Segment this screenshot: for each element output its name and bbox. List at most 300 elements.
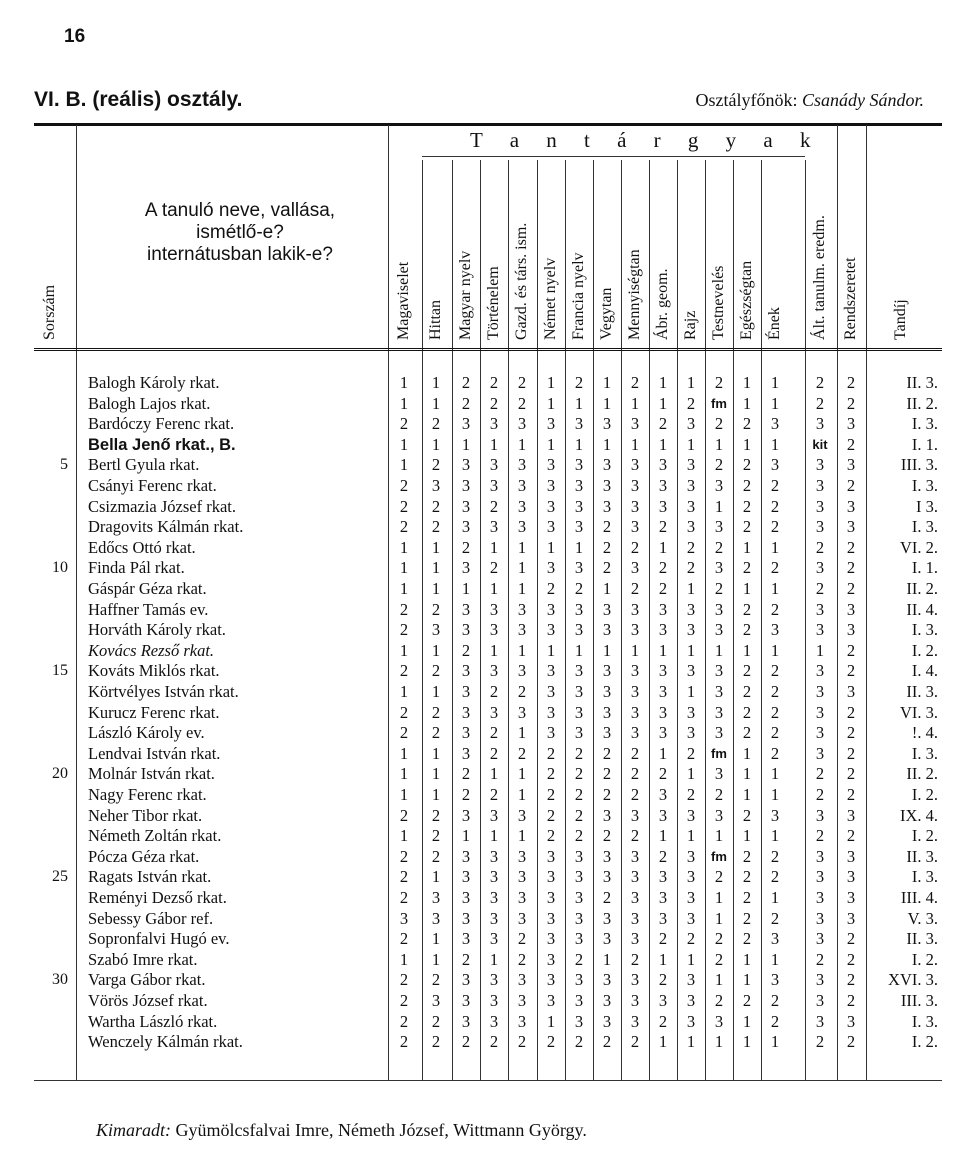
grade-cell: 1 <box>742 640 752 660</box>
grade-cell: 2 <box>461 393 471 413</box>
grade-cell: 2 <box>742 888 752 907</box>
row-number: 5 <box>60 456 68 474</box>
grade-cell: 3 <box>714 723 724 743</box>
student-name: Molnár István rkat. <box>88 764 215 784</box>
grade-cell: 2 <box>574 805 584 825</box>
grade-cell: 2 <box>399 991 409 1010</box>
grade-cell: 2 <box>658 846 668 866</box>
grade-cell: 3 <box>815 414 825 434</box>
grade-cell: 2 <box>846 929 856 949</box>
grade-cell: 2 <box>714 867 724 887</box>
table-row <box>0 600 960 620</box>
grade-cell: 3 <box>658 908 668 928</box>
grade-cell: 3 <box>714 764 724 784</box>
tuition-fee: VI. 2. <box>899 537 938 557</box>
student-name: Neher Tibor rkat. <box>88 805 203 825</box>
table-row <box>0 455 960 475</box>
grade-cell: 2 <box>461 764 471 784</box>
grade-cell: 2 <box>399 846 409 866</box>
grade-cell: 3 <box>546 867 556 887</box>
grade-cell: 2 <box>399 496 409 516</box>
grade-cell: 2 <box>602 764 612 784</box>
tuition-fee: XVI. 3. <box>888 970 938 990</box>
name-header-line-2: ismétlő-e? <box>196 222 284 243</box>
grade-cell: 3 <box>630 723 640 743</box>
grade-cell: 2 <box>714 579 724 598</box>
grade-cell: 2 <box>846 785 856 804</box>
grade-cell: 3 <box>658 723 668 743</box>
grade-cell: 3 <box>602 620 612 640</box>
tuition-fee: I. 3. <box>911 1011 938 1031</box>
grade-cell: 1 <box>431 929 441 949</box>
grade-cell: 1 <box>658 949 668 969</box>
grade-cell: 3 <box>461 743 471 763</box>
grade-cell: 3 <box>846 867 856 887</box>
grade-cell: 3 <box>489 455 499 475</box>
grade-cell: 2 <box>815 579 825 598</box>
grade-cell: 3 <box>602 908 612 928</box>
grade-cell: 1 <box>686 949 696 969</box>
grade-cell: 2 <box>770 743 780 763</box>
grade-cell: 1 <box>742 537 752 557</box>
grade-cell: 3 <box>461 723 471 743</box>
table-row <box>0 867 960 887</box>
grade-cell: 3 <box>574 867 584 887</box>
grade-cell: 1 <box>630 640 640 660</box>
grade-cell: 1 <box>431 579 441 598</box>
grade-cell: 3 <box>630 455 640 475</box>
grade-cell: 1 <box>431 434 441 454</box>
grade-cell: 1 <box>742 393 752 413</box>
grade-cell: 2 <box>431 805 441 825</box>
grade-cell: 2 <box>546 826 556 846</box>
grade-cell: 3 <box>461 517 471 537</box>
column-header-14: Ált. tanulm. eredm. <box>811 215 828 340</box>
student-name: Haffner Tamás ev. <box>88 599 209 619</box>
grade-cell: 3 <box>517 455 527 475</box>
grade-cell: 2 <box>461 785 471 804</box>
grade-cell: 1 <box>714 826 724 846</box>
grade-cell: 3 <box>846 414 856 434</box>
grade-cell: 2 <box>742 620 752 640</box>
grade-cell: 1 <box>431 537 441 557</box>
grade-cell: 2 <box>546 1032 556 1052</box>
grade-cell: 1 <box>602 393 612 413</box>
column-header-2: Magyar nyelv <box>457 250 474 340</box>
grade-cell: 2 <box>630 537 640 557</box>
grade-cell: 3 <box>815 496 825 516</box>
grade-cell: 2 <box>714 537 724 557</box>
grade-cell: 3 <box>686 888 696 907</box>
grade-cell: 3 <box>517 496 527 516</box>
grade-cell: 1 <box>574 393 584 413</box>
grade-cell: 3 <box>546 476 556 495</box>
name-header-line-1: A tanuló neve, vallása, <box>144 200 336 221</box>
grade-cell: 1 <box>742 826 752 846</box>
grade-cell: 3 <box>846 455 856 475</box>
grade-cell: 2 <box>770 1011 780 1031</box>
grade-cell: 1 <box>742 785 752 804</box>
grade-cell: 3 <box>658 455 668 475</box>
grade-cell: 1 <box>431 558 441 578</box>
grade-cell: 2 <box>846 949 856 969</box>
grade-cell: 1 <box>770 579 780 598</box>
grade-cell: 3 <box>546 908 556 928</box>
grade-cell: 2 <box>602 558 612 578</box>
grade-cell: 3 <box>630 991 640 1010</box>
grade-cell: 3 <box>658 599 668 619</box>
table-row <box>0 1032 960 1052</box>
grade-cell: 2 <box>630 785 640 804</box>
grade-cell: 1 <box>742 970 752 990</box>
grade-cell: 3 <box>658 991 668 1010</box>
grade-cell: 3 <box>574 661 584 681</box>
grade-cell: fm <box>711 745 727 761</box>
grade-cell: 2 <box>399 867 409 887</box>
grade-cell: 3 <box>658 702 668 722</box>
grade-cell: 3 <box>602 723 612 743</box>
grade-cell: 2 <box>546 764 556 784</box>
grade-cell: 3 <box>574 496 584 516</box>
grade-cell: 3 <box>815 599 825 619</box>
grade-cell: 2 <box>815 373 825 392</box>
grade-cell: 3 <box>686 620 696 640</box>
grade-cell: 2 <box>742 723 752 743</box>
grade-cell: 1 <box>770 640 780 660</box>
grade-cell: 3 <box>630 970 640 990</box>
grade-cell: 3 <box>630 702 640 722</box>
grade-cell: 3 <box>815 991 825 1010</box>
grade-cell: 3 <box>461 558 471 578</box>
grade-cell: 3 <box>602 599 612 619</box>
student-name: Edőcs Ottó rkat. <box>88 537 196 557</box>
grade-cell: 1 <box>399 558 409 578</box>
grade-cell: 1 <box>602 373 612 392</box>
student-name: Németh Zoltán rkat. <box>88 826 222 846</box>
grade-cell: 3 <box>517 846 527 866</box>
grade-cell: 2 <box>770 661 780 681</box>
grade-cell: 2 <box>489 373 499 392</box>
student-name: Bardóczy Ferenc rkat. <box>88 414 235 434</box>
row-number: 15 <box>52 662 68 680</box>
table-row <box>0 970 960 990</box>
table-bottom-rule <box>34 1080 942 1081</box>
grade-cell: 2 <box>714 949 724 969</box>
grade-cell: 2 <box>489 723 499 743</box>
grade-cell: 1 <box>489 537 499 557</box>
grade-cell: 2 <box>846 434 856 454</box>
grade-cell: 1 <box>431 640 441 660</box>
grade-cell: 3 <box>815 908 825 928</box>
grade-cell: 3 <box>714 599 724 619</box>
row-number: 30 <box>52 971 68 989</box>
grade-cell: 1 <box>658 373 668 392</box>
grade-cell: 3 <box>602 970 612 990</box>
grade-cell: 3 <box>815 743 825 763</box>
table-row <box>0 476 960 496</box>
table-row <box>0 826 960 846</box>
table-row <box>0 991 960 1011</box>
omitted-names: Gyümölcsfalvai Imre, Németh József, Wittmann György. <box>175 1120 587 1140</box>
grade-cell: 2 <box>770 599 780 619</box>
grade-cell: 2 <box>770 702 780 722</box>
grade-cell: 3 <box>815 867 825 887</box>
grade-cell: 2 <box>815 764 825 784</box>
table-row <box>0 744 960 764</box>
grade-cell: 3 <box>686 455 696 475</box>
grade-cell: 3 <box>815 929 825 949</box>
grade-cell: 2 <box>686 743 696 763</box>
grade-cell: 3 <box>602 991 612 1010</box>
student-name: Gáspár Géza rkat. <box>88 579 207 598</box>
table-row <box>0 950 960 970</box>
grade-cell: 3 <box>770 805 780 825</box>
grade-cell: 3 <box>461 846 471 866</box>
grade-cell: 3 <box>630 1011 640 1031</box>
grade-cell: 3 <box>431 991 441 1010</box>
tuition-fee: II. 3. <box>906 929 938 949</box>
grade-cell: 2 <box>399 1032 409 1052</box>
grade-cell: 3 <box>630 558 640 578</box>
grade-cell: 1 <box>714 640 724 660</box>
grade-cell: 3 <box>714 682 724 701</box>
grade-cell: 3 <box>602 805 612 825</box>
grade-cell: 2 <box>742 517 752 537</box>
grade-cell: 2 <box>686 929 696 949</box>
name-header-line-3: internátusban lakik-e? <box>147 244 333 265</box>
grade-cell: 3 <box>461 682 471 701</box>
grade-cell: 2 <box>431 1011 441 1031</box>
grade-cell: 2 <box>399 414 409 434</box>
grade-cell: 3 <box>546 970 556 990</box>
grade-cell: 2 <box>714 414 724 434</box>
grade-cell: 2 <box>630 373 640 392</box>
grade-cell: 3 <box>517 991 527 1010</box>
grade-cell: 3 <box>602 414 612 434</box>
grade-cell: 3 <box>461 661 471 681</box>
grade-cell: 2 <box>431 496 441 516</box>
tuition-fee: IX. 4. <box>899 805 938 825</box>
grade-cell: 2 <box>770 908 780 928</box>
grade-cell: 3 <box>489 599 499 619</box>
page-number: 16 <box>64 26 86 47</box>
student-name: Bertl Gyula rkat. <box>88 455 200 475</box>
grade-cell: 3 <box>714 476 724 495</box>
grade-cell: 1 <box>770 434 780 454</box>
table-row <box>0 785 960 805</box>
column-header-13: Ének <box>766 307 783 340</box>
student-name: Sebessy Gábor ref. <box>88 908 214 928</box>
tuition-fee: I. 3. <box>911 867 938 887</box>
grade-cell: 2 <box>574 579 584 598</box>
grade-cell: 2 <box>658 1011 668 1031</box>
grade-cell: 2 <box>630 826 640 846</box>
grade-cell: 1 <box>546 373 556 392</box>
grade-cell: 3 <box>658 661 668 681</box>
table-row <box>0 558 960 578</box>
tuition-fee: I. 3. <box>911 743 938 763</box>
grade-cell: 3 <box>517 517 527 537</box>
grade-cell: 2 <box>815 826 825 846</box>
grade-cell: 3 <box>399 908 409 928</box>
grade-cell: 3 <box>574 517 584 537</box>
grade-cell: 2 <box>546 805 556 825</box>
grade-cell: 2 <box>658 579 668 598</box>
table-row <box>0 764 960 784</box>
grade-cell: 3 <box>686 702 696 722</box>
grade-cell: 1 <box>399 743 409 763</box>
grade-cell: 3 <box>517 888 527 907</box>
grade-cell: 3 <box>517 414 527 434</box>
grade-cell: 1 <box>630 393 640 413</box>
grade-cell: 2 <box>517 373 527 392</box>
grade-cell: 2 <box>461 373 471 392</box>
grade-cell: 3 <box>546 455 556 475</box>
grade-cell: 1 <box>770 888 780 907</box>
grade-cell: kit <box>812 436 828 452</box>
grade-cell: 3 <box>461 702 471 722</box>
top-rule <box>34 123 942 126</box>
column-header-15: Rendszeretet <box>842 257 859 340</box>
grade-cell: 3 <box>517 702 527 722</box>
grade-cell: 2 <box>399 476 409 495</box>
grade-cell: 2 <box>714 455 724 475</box>
grade-cell: 1 <box>742 1032 752 1052</box>
tuition-fee: II. 2. <box>906 764 938 784</box>
grade-cell: 2 <box>742 476 752 495</box>
grade-cell: 2 <box>431 970 441 990</box>
grade-cell: 2 <box>574 785 584 804</box>
grade-cell: 2 <box>742 661 752 681</box>
grade-cell: 2 <box>770 496 780 516</box>
grade-cell: 1 <box>770 949 780 969</box>
grade-cell: 1 <box>489 640 499 660</box>
student-name: Szabó Imre rkat. <box>88 949 198 969</box>
grade-cell: 3 <box>630 620 640 640</box>
student-name: Bella Jenő rkat., B. <box>88 435 236 454</box>
grade-cell: 2 <box>658 929 668 949</box>
grade-cell: 3 <box>686 517 696 537</box>
grade-cell: 3 <box>574 970 584 990</box>
grade-cell: 3 <box>602 455 612 475</box>
grade-cell: 3 <box>489 846 499 866</box>
grade-cell: 3 <box>815 558 825 578</box>
student-name: Varga Gábor rkat. <box>88 970 206 990</box>
student-name: Nagy Ferenc rkat. <box>88 785 207 804</box>
grade-cell: 3 <box>686 661 696 681</box>
table-row <box>0 641 960 661</box>
student-name: Kováts Miklós rkat. <box>88 661 220 681</box>
grade-cell: 1 <box>399 785 409 804</box>
grade-cell: 3 <box>770 970 780 990</box>
grade-cell: 2 <box>517 949 527 969</box>
grade-cell: 2 <box>658 970 668 990</box>
grade-cell: 2 <box>399 620 409 640</box>
grade-cell: 1 <box>399 434 409 454</box>
name-column-header <box>100 200 380 266</box>
grade-cell: 1 <box>517 579 527 598</box>
grade-cell: 3 <box>770 620 780 640</box>
grade-cell: 3 <box>489 970 499 990</box>
grade-cell: 3 <box>630 908 640 928</box>
grade-cell: 3 <box>714 558 724 578</box>
grade-cell: 1 <box>431 393 441 413</box>
grade-cell: 1 <box>399 373 409 392</box>
grade-cell: 1 <box>517 640 527 660</box>
student-name: Csányi Ferenc rkat. <box>88 476 217 495</box>
grade-cell: 3 <box>546 620 556 640</box>
grade-cell: 1 <box>461 579 471 598</box>
grade-cell: 3 <box>602 682 612 701</box>
grade-cell: 1 <box>602 579 612 598</box>
tuition-fee: I. 4. <box>911 661 938 681</box>
grade-cell: 2 <box>846 640 856 660</box>
form-teacher-name: Csanády Sándor. <box>801 90 924 110</box>
grade-cell: 3 <box>846 908 856 928</box>
grade-cell: 1 <box>658 434 668 454</box>
grade-cell: 2 <box>630 1032 640 1052</box>
tuition-fee: I 3. <box>916 496 938 516</box>
grade-cell: 2 <box>431 599 441 619</box>
grade-cell: 3 <box>461 599 471 619</box>
grade-cell: 3 <box>546 888 556 907</box>
grade-cell: 3 <box>517 476 527 495</box>
grade-cell: 1 <box>574 640 584 660</box>
column-header-4: Gazd. és társ. ism. <box>513 222 530 340</box>
grade-cell: 1 <box>686 373 696 392</box>
tuition-fee: I. 1. <box>911 434 938 454</box>
column-header-8: Mennyiségtan <box>626 249 643 340</box>
grade-cell: 2 <box>815 785 825 804</box>
grade-cell: 3 <box>630 682 640 701</box>
grade-cell: 3 <box>686 908 696 928</box>
grade-cell: 2 <box>742 682 752 701</box>
grade-cell: 3 <box>574 991 584 1010</box>
grade-cell: 1 <box>399 455 409 475</box>
grade-cell: 2 <box>630 579 640 598</box>
grade-cell: 2 <box>399 723 409 743</box>
column-header-7: Vegytan <box>598 287 615 340</box>
tuition-fee: II. 3. <box>906 373 938 392</box>
tuition-fee: III. 3. <box>900 455 938 475</box>
grade-cell: 2 <box>431 702 441 722</box>
grade-cell: 3 <box>714 805 724 825</box>
grade-cell: 1 <box>431 743 441 763</box>
grade-cell: 2 <box>846 970 856 990</box>
grade-cell: 3 <box>815 1011 825 1031</box>
grade-cell: 2 <box>714 785 724 804</box>
grade-cell: 1 <box>742 949 752 969</box>
grade-cell: 1 <box>399 826 409 846</box>
grade-cell: 3 <box>658 620 668 640</box>
tuition-fee: I. 2. <box>911 785 938 804</box>
grade-cell: 1 <box>686 640 696 660</box>
grade-cell: 3 <box>489 414 499 434</box>
tuition-fee: I. 1. <box>911 558 938 578</box>
sorszam-header: Sorszám <box>41 284 58 340</box>
grade-cell: 3 <box>546 558 556 578</box>
table-row <box>0 579 960 599</box>
grade-cell: 1 <box>714 908 724 928</box>
tuition-fee: I. 3. <box>911 476 938 495</box>
omitted-label: Kimaradt: <box>96 1120 172 1140</box>
grade-cell: 2 <box>846 764 856 784</box>
grade-cell: 2 <box>770 476 780 495</box>
grade-cell: 3 <box>630 599 640 619</box>
grade-cell: 3 <box>846 888 856 907</box>
grade-cell: 2 <box>770 517 780 537</box>
grade-cell: 3 <box>686 846 696 866</box>
